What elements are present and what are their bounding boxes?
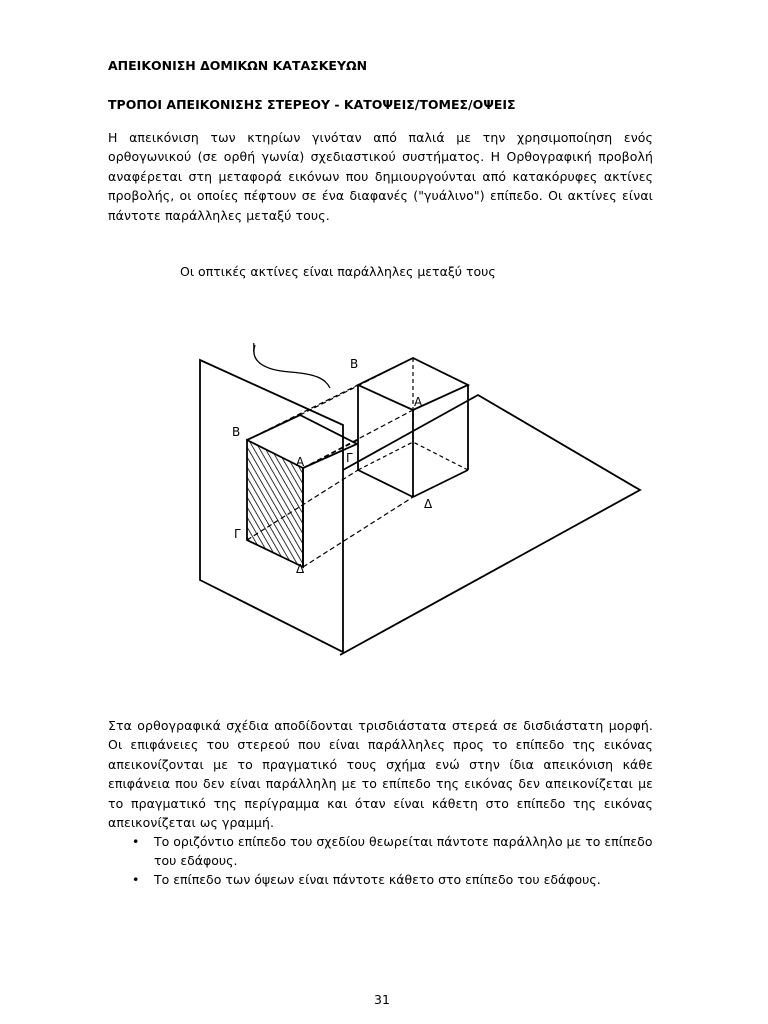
label-g-left: Γ (234, 527, 241, 541)
bullet-list (108, 832, 653, 889)
pointer-line (254, 345, 330, 388)
intro-paragraph: Η απεικόνιση των κτηρίων γινόταν από παλιά με την χρησιμοποίηση ενός ορθογωνικού (σε ορθή γωνία) σχεδιαστικού συστήματος. Η Ορθογραφική προβολή αναφέρεται στη μεταφορά εικόνων που δημιουργούνται από κατακόρυφες ακτίνες προβολής, οι οποίες πέφτουν σε ένα διαφανές ("γυάλινο") επίπεδο. Οι ακτίνες είναι πάντοτε παράλληλες μεταξύ τους. (108, 130, 653, 223)
label-a-left: Α (296, 455, 305, 469)
projection-figure (180, 330, 650, 700)
bullet-icon: • (132, 834, 140, 849)
page-number: 31 (374, 992, 390, 1007)
figure-caption: Οι οπτικές ακτίνες είναι παράλληλες μεταξύ τους (180, 264, 496, 279)
body-paragraph: Στα ορθογραφικά σχέδια αποδίδονται τρισδιάστατα στερεά σε δισδιάστατη μορφή. Οι επιφάνειες του στερεού που είναι παράλληλες προς το επίπεδο της εικόνας απεικονίζονται με το πραγματικό τους σχήμα ενώ στην ίδια απεικόνιση κάθε επιφάνεια που δεν είναι παράλληλη με το επίπεδο της εικόνας δεν απεικονίζεται με το πραγματικό της περίγραμμα και όταν είναι κάθετη στο επίπεδο της εικόνας απεικονίζεται ως γραμμή. (108, 718, 653, 831)
ground-plane (340, 395, 640, 655)
list-item (108, 870, 653, 889)
label-d-box: Δ (424, 497, 433, 511)
label-a-box: Α (414, 395, 423, 409)
projected-face (247, 440, 303, 567)
section-heading: ΤΡΟΠΟΙ ΑΠΕΙΚΟΝΙΣΗΣ ΣΤΕΡΕΟΥ - ΚΑΤΟΨΕΙΣ/ΤΟΜΕΣ/ΟΨΕΙΣ (108, 97, 516, 112)
document-title: ΑΠΕΙΚΟΝΙΣΗ ΔΟΜΙΚΩΝ ΚΑΤΑΣΚΕΥΩΝ (108, 58, 368, 73)
bullet-icon: • (132, 872, 140, 887)
list-item (108, 832, 653, 870)
label-d-left: Δ (296, 562, 305, 576)
label-b-left: Β (232, 425, 241, 439)
list-item-text: Το οριζόντιο επίπεδο του σχεδίου θεωρείται πάντοτε παράλληλο με το επίπεδο του εδάφους. (154, 834, 653, 868)
label-b-top: Β (350, 357, 359, 371)
label-pointer: Ι (252, 341, 256, 355)
label-g-box: Γ (346, 451, 353, 465)
list-item-text: Το επίπεδο των όψεων είναι πάντοτε κάθετο στο επίπεδο του εδάφους. (154, 872, 601, 887)
